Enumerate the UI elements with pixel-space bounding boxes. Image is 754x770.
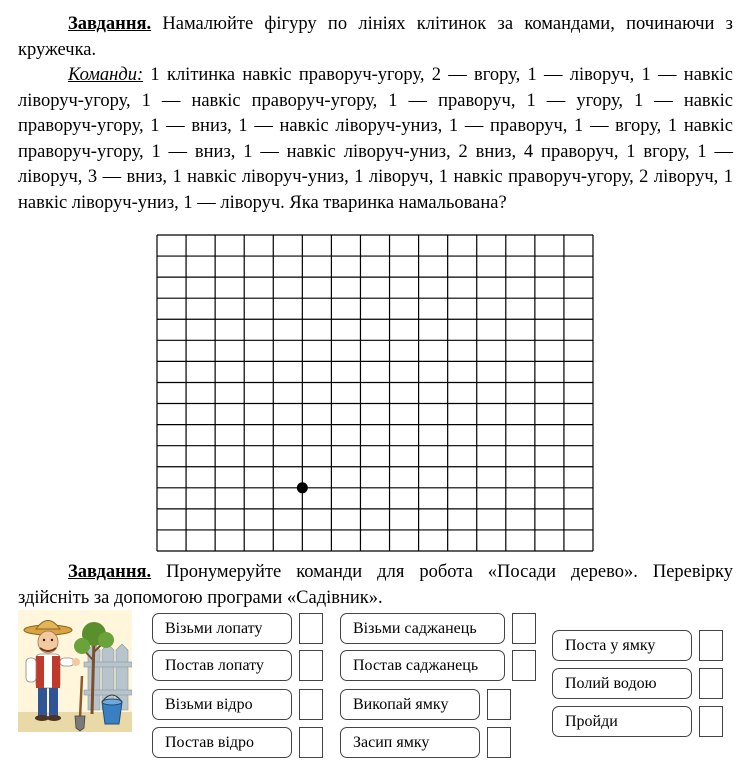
gardener-illustration bbox=[18, 610, 132, 732]
command-button[interactable]: Пройди bbox=[552, 706, 692, 737]
task1-text: Намалюйте фігуру по лініях клітинок за командами, починаючи з кружечка. bbox=[18, 14, 733, 60]
command-number-box[interactable] bbox=[699, 668, 723, 699]
command-number-box[interactable] bbox=[299, 727, 323, 758]
command-number-box[interactable] bbox=[299, 650, 323, 681]
command-button[interactable]: Постав саджанець bbox=[340, 650, 505, 681]
command-button[interactable]: Викопай ямку bbox=[340, 689, 480, 720]
command-button[interactable]: Засип ямку bbox=[340, 727, 480, 758]
commands-paragraph bbox=[18, 63, 733, 216]
command-button[interactable]: Візьми лопату bbox=[152, 613, 292, 644]
task1-label: Завдання. bbox=[68, 14, 152, 34]
command-number-box[interactable] bbox=[299, 689, 323, 720]
task2-label: Завдання. bbox=[68, 562, 152, 582]
commands-label: Команди: bbox=[68, 65, 144, 85]
command-button[interactable]: Візьми саджанець bbox=[340, 613, 505, 644]
command-button[interactable]: Поста у ямку bbox=[552, 630, 692, 661]
start-dot bbox=[297, 482, 308, 493]
task2-paragraph bbox=[18, 560, 733, 611]
drawing-grid[interactable] bbox=[156, 234, 596, 554]
command-button[interactable]: Візьми відро bbox=[152, 689, 292, 720]
task2-text: Пронумеруйте команди для робота «Посади дерево». Перевірку здійсніть за допомогою програми «Садівник». bbox=[18, 562, 733, 608]
bucket-icon bbox=[102, 695, 122, 724]
command-button[interactable]: Постав відро bbox=[152, 727, 292, 758]
command-number-box[interactable] bbox=[512, 613, 536, 644]
command-number-box[interactable] bbox=[699, 706, 723, 737]
command-button[interactable]: Полий водою bbox=[552, 668, 692, 699]
command-number-box[interactable] bbox=[487, 689, 511, 720]
commands-text: 1 клітинка навкіс праворуч-угору, 2 — вгору, 1 — ліворуч, 1 — навкіс ліворуч-угору, 1 — навкіс праворуч-угору, 1 — праворуч, 1 — угору, 1 — навкіс праворуч-угору, 1 — вниз, 1 — навкіс ліворуч-униз, 1 — праворуч, 1 — вгору, 1 навкіс праворуч-угору, 1 — вниз, 1 — навкіс ліворуч-униз, 2 вниз, 4 праворуч, 1 вгору, 1 — ліворуч, 3 — вниз, 1 навкіс ліворуч-униз, 1 ліворуч, 1 навкіс праворуч-угору, 2 ліворуч, 1 навкіс ліворуч-униз, 1 — ліворуч. Яка тваринка намальована? bbox=[18, 65, 733, 213]
command-button[interactable]: Постав лопату bbox=[152, 650, 292, 681]
command-number-box[interactable] bbox=[699, 630, 723, 661]
task1-paragraph bbox=[18, 12, 733, 63]
command-number-box[interactable] bbox=[512, 650, 536, 681]
command-number-box[interactable] bbox=[487, 727, 511, 758]
command-number-box[interactable] bbox=[299, 613, 323, 644]
